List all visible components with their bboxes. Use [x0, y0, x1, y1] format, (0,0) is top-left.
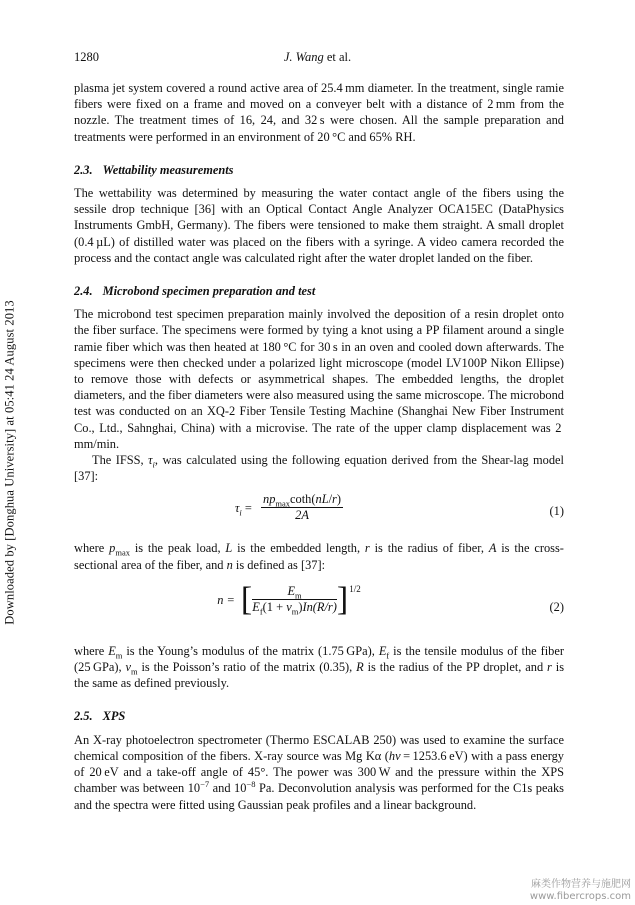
section-heading-microbond [74, 283, 564, 299]
text-run: is the Young’s modulus of the matrix (1.75 GPa), [126, 643, 375, 658]
symbol-l: L [225, 541, 233, 556]
section-number: 2.3. [74, 162, 93, 177]
text-run: is the cross-sectional area of the fiber, and [74, 541, 564, 572]
exponent-minus-8: −8 [246, 779, 256, 790]
symbol-tau-sub: i [152, 459, 155, 470]
eq1-num-close: ) [336, 492, 342, 507]
section-title: Microbond specimen preparation and test [102, 284, 316, 299]
equation-2-denominator [252, 600, 337, 615]
symbol-r: r [547, 660, 552, 675]
equation-1-numerator [261, 492, 343, 508]
equation-1-fraction [261, 492, 343, 523]
eq2-den-v-sub: m [291, 606, 299, 617]
symbol-a: A [488, 541, 497, 556]
text-run: is defined as [37]: [235, 557, 326, 572]
equation-2-fraction [252, 584, 337, 615]
eq2-den-v: v [286, 600, 292, 615]
text-run: where [74, 643, 105, 658]
symbol-tau: τ [148, 453, 153, 468]
section-title: Wettability measurements [102, 162, 234, 177]
equation-2-power: 1/2 [349, 583, 361, 594]
eq2-den-sub: f [259, 606, 263, 617]
section-number: 2.4. [74, 284, 93, 299]
equation-2-numerator [252, 584, 337, 600]
eq1-num-r: r [332, 492, 337, 507]
text-run: The IFSS, [92, 453, 144, 468]
eq1-num-slash: / [328, 492, 333, 507]
equation-1-label: (1) [549, 504, 564, 519]
equation-1-lhs: $\tau_i$ = [234, 500, 252, 518]
eq1-num-nl: nL [315, 492, 329, 507]
symbol-p-sub: max [115, 547, 130, 558]
site-watermark [530, 879, 631, 903]
paragraph-xps [74, 732, 564, 813]
watermark-line-1: 麻类作物营养与施肥网 [531, 879, 631, 890]
watermark-line-2: www.fibercrops.com [529, 891, 631, 902]
eq2-den-e: E [252, 600, 260, 615]
text-run: is the peak load, [134, 541, 221, 556]
eq2-num-sub: m [295, 590, 302, 601]
section-title: XPS [102, 709, 126, 724]
section-number: 2.5. [74, 709, 93, 724]
text-run: and 10 [212, 781, 247, 796]
paragraph-where-2 [74, 643, 564, 692]
text-run: is the tensile modulus of the fiber (25 GPa), [74, 643, 564, 675]
eq2-den-open: (1 + [262, 600, 284, 615]
equation-1-body [74, 492, 504, 523]
text-run: is the radius of fiber, [374, 541, 484, 556]
eq1-num-coth: coth( [290, 492, 316, 507]
text-run: where [74, 541, 105, 556]
paragraph-where-1 [74, 540, 564, 572]
symbol-e: E [108, 643, 116, 658]
eq2-num-e: E [287, 584, 296, 599]
equation-2-lhs: n = [217, 592, 235, 607]
paragraph-microbond: The microbond test specimen preparation mainly involved the deposition of a resin droplet onto the fiber surface. The specimens were formed by tying a knot using a PP filament around a single ramie fiber which was then heated at 180 °C for 30 s in an oven and cooled down afterwards. The specimens were then checked under a polarized light microscope (model LV100P Nikon Ellipse) to remove those with defects or asymmetrical shapes. The embedded lengths, the droplet diameters, and the fiber diameters were also measured using the same microscope. The microbond test was conducted on an XQ-2 Fiber Tensile Testing Machine (Shanghai New Fiber Instrument Co., Ltd., Sahnghai, China) with a microvise. The rate of the upper clamp displacement was 2 mm/min. [74, 307, 564, 451]
symbol-e-sub-m: m [115, 650, 123, 661]
text-run: is the Poisson’s ratio of the matrix (0.35), [141, 660, 353, 675]
eq1-num-sub: max [275, 498, 291, 509]
page-number: 1280 [74, 50, 99, 64]
article-body [74, 80, 564, 813]
paragraph-wettability: The wettability was determined by measuring the water contact angle of the fibers using the sessile drop technique [36] with an Optical Contact Angle Analyzer OCA15EC (DataPhysics Instruments GmbH, Germany). The fibers were tensioned to make them straight. A small droplet (0.4 µL) of distilled water was placed on the fibers with a syringe. A video camera recorded the process and the contact angle was calculated right after the water droplet landed on the fiber. [74, 186, 564, 265]
symbol-n: n [226, 557, 233, 572]
equation-2-label: (2) [549, 599, 564, 614]
equation-2-body [74, 580, 504, 618]
symbol-big-r: R [356, 660, 364, 675]
text-run: is the same as defined previously. [74, 660, 565, 691]
eq2-den-ratio: (R/r) [312, 600, 337, 615]
paragraph-intro: plasma jet system covered a round active area of 25.4 mm diameter. In the treatment, single ramie fibers were fixed on a frame and moved on a conveyer belt with a distance of 2 mm from the nozzle. The treatment times of 16, 24, and 32 s were chosen. All the sample preparation and treatments were performed in an environment of 20 °C and 65% RH. [74, 81, 564, 144]
eq1-lhs-symbol: τ [234, 500, 240, 515]
eq1-num-np: np [263, 492, 276, 507]
left-bracket-glyph: [ [240, 580, 253, 618]
text-run: An X-ray photoelectron spectrometer (Thermo ESCALAB 250) was used to examine the surface chemical composition of the fibers. X-ray source was Mg Kα ( [74, 732, 564, 763]
paragraph-ifss [74, 452, 564, 484]
symbol-v: v [125, 660, 131, 675]
text-run: is the embedded length, [237, 541, 361, 556]
running-header [74, 50, 561, 68]
running-title-suffix: et al. [326, 50, 352, 64]
download-notice: Downloaded by [Donghua University] at 05:41 24 August 2013 [2, 300, 17, 625]
equation-1-denominator: 2A [295, 508, 309, 523]
symbol-hv: hν [388, 748, 401, 763]
text-run: = 1253.6 eV) with a pass energy of 20 eV and a take-off angle of 45°. The power was 300 W and the pressure within the XPS chamber was between 10 [74, 748, 564, 796]
eq2-den-ln: In [302, 600, 313, 615]
symbol-e-sub-f: f [386, 650, 390, 661]
text-run: is the radius of the PP droplet, and [367, 660, 544, 675]
running-title [74, 50, 561, 65]
equation-1 [74, 492, 564, 530]
text-run: Pa. Deconvolution analysis was performed for the C1s peaks and the spectra were fitted using Gaussian peak profiles and a linear background. [74, 781, 564, 812]
right-bracket-glyph: ] [336, 580, 349, 618]
equation-2 [74, 580, 564, 631]
exponent-minus-7: −7 [200, 779, 210, 790]
section-heading-xps [74, 708, 564, 724]
running-title-author: J. Wang [283, 50, 324, 64]
eq1-lhs-sub: i [239, 507, 242, 518]
symbol-e: E [378, 643, 387, 658]
eq2-den-close: ) [298, 600, 303, 615]
text-run: , was calculated using the following equation derived from the Shear-lag model [37]: [74, 453, 564, 484]
symbol-p: p [109, 541, 116, 556]
symbol-r: r [364, 541, 370, 556]
section-heading-wettability [74, 162, 564, 178]
symbol-v-sub: m [130, 666, 138, 677]
